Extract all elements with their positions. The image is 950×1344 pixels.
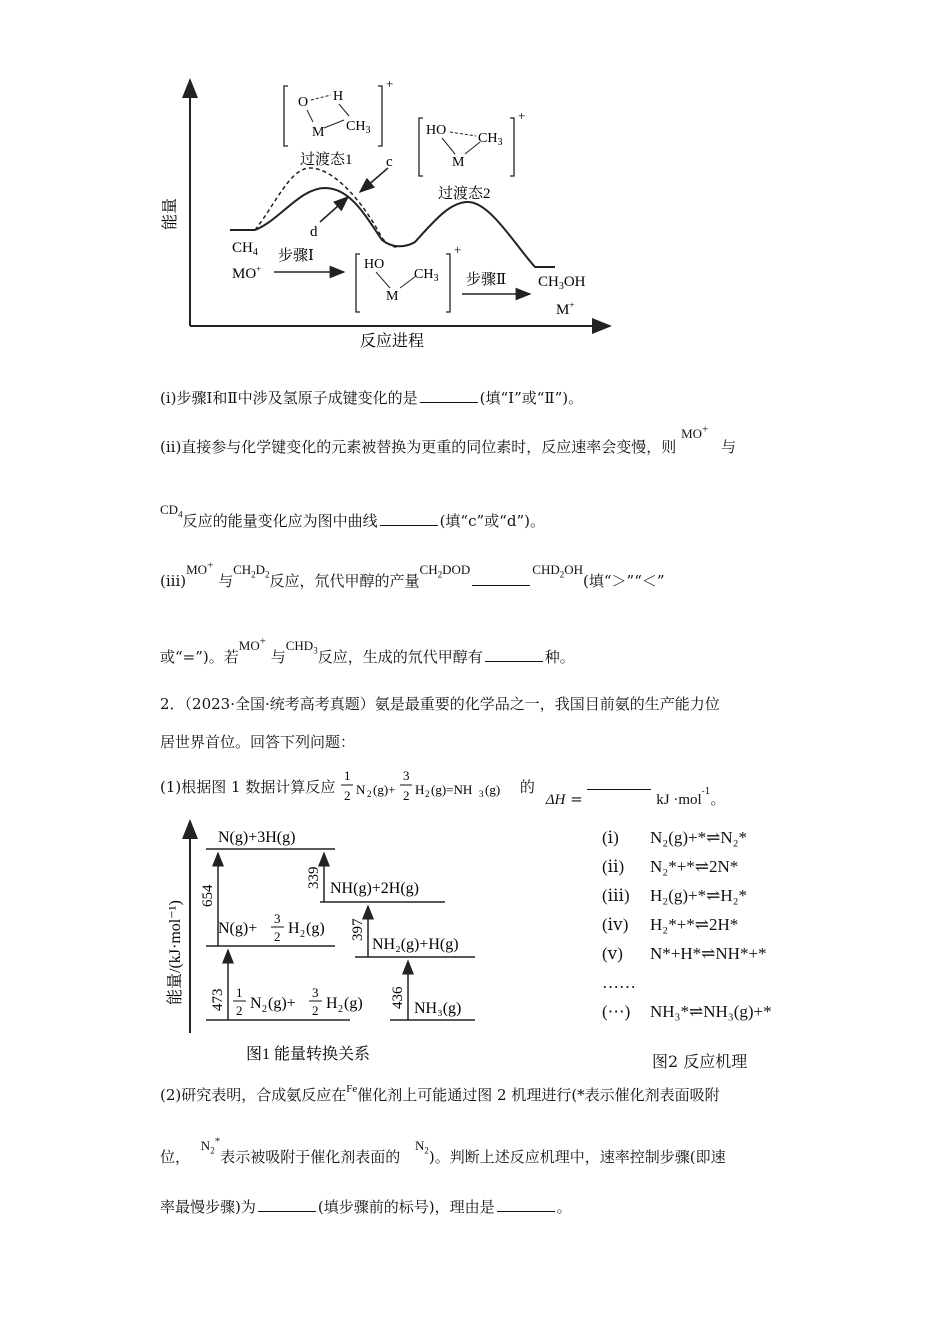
level-nh2-h: NH₂(g)+H(g)	[372, 936, 459, 953]
question-2-2-line2: 位， $N_2^*$表示被吸附于催化剂表面的 $N_2$)。判断上述反应机理中，速率控制步骤(即速	[160, 1135, 726, 1166]
svg-text:2: 2	[236, 1003, 243, 1018]
svg-text:2: 2	[300, 929, 305, 940]
level-nh3: NH₃(g)	[414, 1000, 462, 1017]
svg-text:2: 2	[312, 1003, 319, 1018]
ts1-ch: $CH_3$	[346, 119, 371, 136]
inter-plus: +	[454, 242, 462, 257]
ts1-m: M	[312, 125, 325, 140]
arrow-d	[320, 197, 348, 222]
svg-text:2: 2	[403, 788, 410, 803]
cd4-formula: $CD_4$	[160, 502, 183, 520]
svg-text:(g): (g)	[485, 782, 501, 797]
level-reactants	[233, 985, 363, 1018]
fig2-mechanism: (ⅰ) N₂(g)+*⇌N₂* (ⅱ) N₂*+*⇌2N* (ⅲ) H₂(g)+*⇌H₂* (ⅳ) H₂*+*⇌2H* (ⅴ) N*+H*⇌NH*+* …… (⋯) NH₃*⇌NH₃(g)+* 图2 反应机理	[602, 828, 822, 1072]
arrow-c	[360, 168, 388, 192]
ts1-h: H	[333, 89, 344, 104]
svg-text:(g)+: (g)+	[373, 782, 396, 797]
svg-text:H: H	[288, 920, 300, 937]
svg-text:(g)=NH: (g)=NH	[431, 782, 473, 797]
svg-text:(g): (g)	[306, 920, 325, 937]
svg-text:3: 3	[274, 911, 281, 926]
arrow-473: 473	[210, 988, 226, 1011]
svg-text:1: 1	[236, 985, 243, 1000]
question-2-line2: 居世界首位。回答下列问题：	[160, 733, 356, 751]
svg-text:2: 2	[274, 929, 281, 944]
reaction-equation	[340, 766, 545, 808]
question-i: (i)步骤Ⅰ和Ⅱ中涉及氢原子成键变化的是 (填“Ⅰ”或“Ⅱ”)。	[160, 389, 584, 407]
level-n-3h: N(g)+3H(g)	[218, 829, 296, 846]
svg-text:N: N	[356, 782, 366, 797]
product-ch3oh: $CH_3OH$	[538, 274, 586, 292]
answer-blank[interactable]	[258, 1197, 316, 1212]
svg-text:(g)+: (g)+	[268, 995, 296, 1012]
arrow-436: 436	[390, 986, 406, 1009]
svg-text:N(g)+: N(g)+	[218, 920, 258, 937]
svg-text:N: N	[250, 995, 262, 1012]
svg-text:H: H	[326, 995, 338, 1012]
mo-ion: MO+	[681, 423, 709, 441]
question-ii-line1: (ii)直接参与化学键变化的元素被替换为更重的同位素时，反应速率会变慢，则 MO+ 与	[160, 423, 737, 456]
question-iii-line2: 或“=”)。若MO+ 与$CHD_3$反应，生成的氘代甲醇有 种。	[160, 635, 575, 666]
svg-text:2: 2	[344, 788, 351, 803]
svg-text:2: 2	[262, 1004, 267, 1015]
svg-text:2: 2	[367, 789, 372, 799]
ts2-ho: HO	[426, 123, 447, 138]
inter-m: M	[386, 289, 399, 304]
question-2-2-line3: 率最慢步骤)为 (填步骤前的标号)，理由是 。	[160, 1198, 572, 1216]
arrow-654: 654	[200, 884, 216, 907]
question-ii-line2: $CD_4$反应的能量变化应为图中曲线 (填“c”或“d”)。	[160, 502, 545, 530]
ts1-label: 过渡态1	[300, 152, 353, 168]
svg-text:3: 3	[479, 789, 484, 799]
label-d: d	[310, 224, 318, 240]
x-axis-label: 反应进程	[360, 333, 425, 350]
step2-label: 步骤Ⅱ	[466, 272, 507, 288]
fig2-caption: 图2 反应机理	[652, 1052, 748, 1071]
inter-ho: HO	[364, 257, 385, 272]
ts2-label: 过渡态2	[438, 186, 491, 202]
answer-blank[interactable]	[485, 647, 543, 662]
svg-text:(g): (g)	[344, 995, 363, 1012]
svg-text:3: 3	[403, 768, 410, 783]
arrow-339: 339	[306, 866, 322, 889]
inter-ch: $CH_3$	[414, 267, 439, 284]
ts1-plus: +	[386, 76, 394, 91]
fig1-ylabel: 能量/(kJ·mol⁻¹)	[167, 900, 184, 1005]
answer-blank[interactable]	[472, 571, 530, 586]
question-2-1: (1)根据图 1 数据计算反应 1 2 N 2 (g)+ 3 2 H 2 (g)=NH 3 (g) 的 ΔH = kJ ·mol$^{-1}$。	[160, 768, 726, 808]
reactant-ch4: $CH_4$	[232, 240, 258, 258]
svg-text:1: 1	[344, 768, 351, 783]
answer-blank[interactable]	[380, 511, 438, 526]
answer-blank[interactable]	[420, 388, 478, 403]
ts2-ch: $CH_3$	[478, 131, 503, 148]
level-n-3-2h2	[218, 911, 325, 944]
question-iii-line1: (iii)MO+ 与$CH_2D_2$反应，氘代甲醇的产量$CH_2DOD$ $CHD_2OH$(填“＞”“＜”	[160, 559, 665, 590]
question-2-line1: 2．（2023·全国·统考高考真题）氨是最重要的化学品之一，我国目前氨的生产能力位	[160, 695, 720, 713]
product-m: M+	[556, 300, 575, 318]
energy-profile-diagram	[150, 70, 630, 360]
step1-label: 步骤Ⅰ	[278, 248, 314, 264]
svg-text:2: 2	[425, 789, 430, 799]
answer-blank[interactable]	[497, 1197, 555, 1212]
ts2-m: M	[452, 155, 465, 170]
fig1-caption: 图1 能量转换关系	[246, 1046, 371, 1063]
answer-blank[interactable]	[587, 789, 651, 790]
fig1-energy-diagram	[150, 815, 495, 1070]
svg-text:H: H	[415, 782, 425, 797]
question-2-2-line1: (2)研究表明，合成氨反应在$^{Fe}$催化剂上可能通过图 2 机理进行(*表示催化剂表面吸附	[160, 1083, 720, 1104]
svg-text:3: 3	[312, 985, 319, 1000]
y-axis-label: 能量	[162, 197, 179, 230]
level-nh-2h: NH(g)+2H(g)	[330, 880, 419, 897]
label-c: c	[386, 154, 393, 170]
reactant-mo: MO+	[232, 264, 262, 282]
ts2-plus: +	[518, 108, 526, 123]
arrow-397: 397	[350, 918, 366, 941]
svg-text:2: 2	[338, 1004, 343, 1015]
ts1-o: O	[298, 95, 309, 110]
